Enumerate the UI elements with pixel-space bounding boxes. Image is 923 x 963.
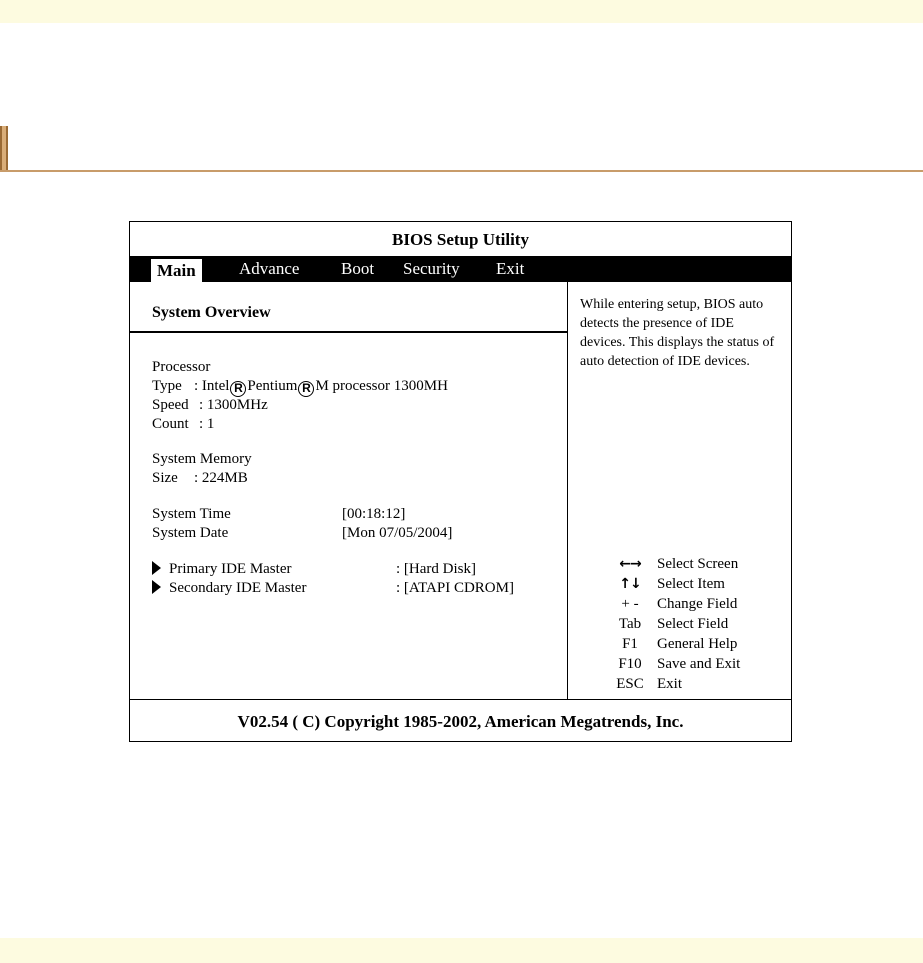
processor-heading: Processor — [152, 359, 211, 375]
primary-ide-sep: : — [396, 561, 401, 577]
key-desc: Save and Exit — [657, 656, 741, 672]
section-marker — [0, 126, 8, 172]
key-plus-minus: + - — [621, 596, 639, 612]
registered-icon: R — [298, 381, 314, 397]
type-value-a: Intel — [201, 378, 230, 394]
type-sep: : — [194, 378, 199, 394]
type-value-b: Pentium — [247, 378, 298, 394]
submenu-arrow-icon — [152, 561, 161, 575]
secondary-ide-value: [ATAPI CDROM] — [403, 580, 514, 596]
overview-divider — [130, 331, 567, 333]
primary-ide-value: [Hard Disk] — [403, 561, 476, 577]
top-band — [0, 0, 923, 23]
size-label: Size — [152, 470, 178, 486]
key-desc: Exit — [657, 676, 682, 692]
system-time-value[interactable]: [00:18:12] — [342, 506, 406, 522]
left-right-arrows-icon: ←→ — [619, 556, 641, 572]
speed-value: 1300MHz — [206, 397, 268, 413]
key-esc: ESC — [616, 676, 644, 692]
key-f1: F1 — [622, 636, 638, 652]
speed-label: Speed — [152, 397, 189, 413]
size-sep: : — [194, 470, 199, 486]
key-desc: Select Item — [657, 576, 725, 592]
count-sep: : — [199, 416, 204, 432]
secondary-ide-label: Secondary IDE Master — [169, 580, 307, 596]
system-time-label: System Time — [152, 506, 231, 522]
overview-title: System Overview — [152, 304, 271, 321]
bottom-band — [0, 938, 923, 963]
type-label: Type — [152, 378, 182, 394]
secondary-ide-sep: : — [396, 580, 401, 596]
bios-title: BIOS Setup Utility — [392, 230, 529, 249]
key-tab: Tab — [618, 616, 642, 632]
section-rule — [0, 170, 923, 172]
key-desc: General Help — [657, 636, 738, 652]
key-desc: Change Field — [657, 596, 738, 612]
count-label: Count — [152, 416, 189, 432]
system-date-value[interactable]: [Mon 07/05/2004] — [342, 525, 453, 541]
submenu-arrow-icon — [152, 580, 161, 594]
size-value: 224MB — [201, 470, 248, 486]
key-f10: F10 — [618, 656, 642, 672]
menu-advance[interactable]: Advance — [239, 259, 300, 278]
primary-ide-item[interactable] — [152, 560, 291, 578]
menu-main[interactable]: Main — [151, 259, 202, 282]
help-text: While entering setup, BIOS auto detects the presence of IDE devices. This displays the status of auto detection of IDE devices. — [580, 297, 775, 369]
copyright-footer: V02.54 ( C) Copyright 1985-2002, American Megatrends, Inc. — [130, 699, 791, 742]
menu-bar — [130, 256, 791, 282]
key-desc: Select Screen — [657, 556, 739, 572]
secondary-ide-item[interactable] — [152, 579, 306, 597]
menu-exit[interactable]: Exit — [496, 259, 525, 278]
up-down-arrows-icon: ↑↓ — [619, 576, 641, 592]
bios-window — [129, 221, 792, 742]
system-date-label: System Date — [152, 525, 229, 541]
help-panel — [568, 282, 792, 699]
key-desc: Select Field — [657, 616, 729, 632]
count-value: 1 — [206, 416, 215, 432]
type-value-c: M processor 1300MH — [315, 378, 448, 394]
menu-security[interactable]: Security — [403, 259, 460, 278]
registered-icon: R — [230, 381, 246, 397]
memory-heading: System Memory — [152, 451, 252, 467]
menu-boot[interactable]: Boot — [341, 259, 375, 278]
speed-sep: : — [199, 397, 204, 413]
primary-ide-label: Primary IDE Master — [169, 561, 292, 577]
main-panel — [130, 282, 568, 699]
